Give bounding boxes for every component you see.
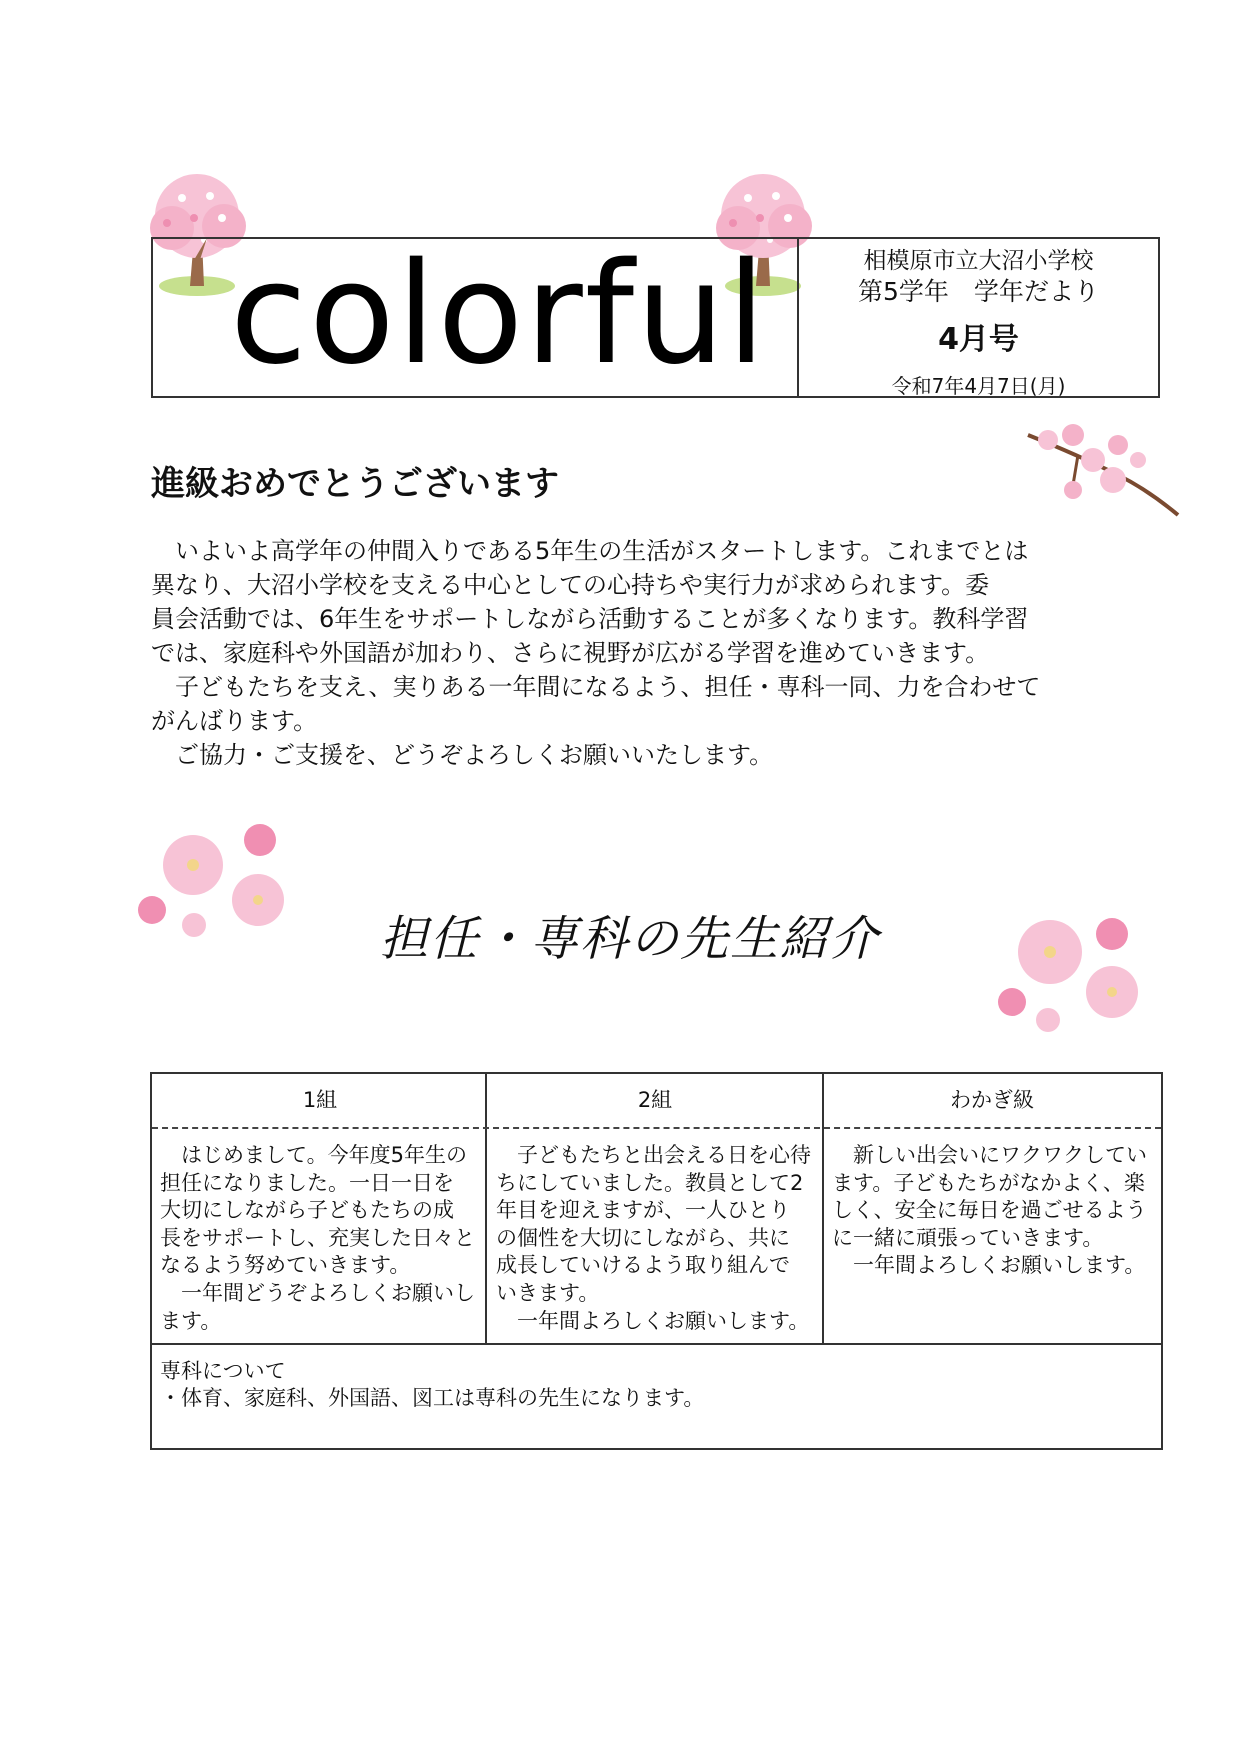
message-line: 子どもたちと出会える日を心待 (496, 1143, 811, 1167)
school-name: 相模原市立大沼小学校 (863, 248, 1094, 274)
newsletter-title: colorful (230, 233, 768, 396)
greeting-line: では、家庭科や外国語が加わり、さらに視野が広がる学習を進めていきます。 (151, 639, 990, 667)
message-line: 新しい出会いにワクワクしてい (832, 1143, 1147, 1167)
greeting-line: いよいよ高学年の仲間入りである5年生の生活がスタートします。これまでとは (151, 537, 1029, 565)
greeting-heading: 進級おめでとうございます (151, 464, 559, 504)
subject-teacher-body: ・体育、家庭科、外国語、図工は専科の先生になります。 (160, 1386, 705, 1410)
wakagi-message (832, 1142, 1152, 1280)
message-line: 一年間よろしくお願いします。 (832, 1253, 1146, 1278)
message-line: なるよう努めていきます。 (160, 1253, 411, 1278)
message-line: はじめまして。今年度5年生の (160, 1143, 467, 1167)
message-line: 一年間よろしくお願いします。 (496, 1308, 810, 1333)
greeting-line: 子どもたちを支え、実りある一年間になるよう、担任・専科一同、力を合わせて (151, 673, 1041, 701)
message-line: ます。子どもたちがなかよく、楽 (832, 1170, 1145, 1195)
greeting-line: ご協力・ご支援を、どうぞよろしくお願いいたします。 (151, 741, 774, 769)
class2-message (496, 1142, 816, 1335)
message-line: ます。 (160, 1308, 222, 1333)
header-separator (152, 1127, 1161, 1129)
greeting-body (151, 534, 1091, 772)
greeting-line: 員会活動では、6年生をサポートしながら活動することが多くなります。教科学習 (151, 605, 1029, 633)
subject-teacher-title: 専科について (160, 1359, 286, 1383)
greeting-line: がんばります。 (151, 707, 318, 735)
message-line: の個性を大切にしながら、共に (496, 1225, 790, 1250)
message-line: 成長していけるよう取り組んで (496, 1253, 790, 1278)
grade-line: 第5学年 学年だより (858, 277, 1099, 306)
greeting-line: 異なり、大沼小学校を支える中心としての心持ちや実行力が求められます。委 (151, 571, 990, 599)
message-line: 大切にしながら子どもたちの成 (160, 1198, 454, 1223)
message-line: 年目を迎えますが、一人ひとり (496, 1198, 790, 1223)
message-line: 一年間どうぞよろしくお願いし (160, 1280, 475, 1305)
message-line: いきます。 (496, 1280, 600, 1305)
cherry-branch-icon (1018, 415, 1178, 525)
sakura-flower-icon-group-right (990, 912, 1140, 1042)
teachers-heading: 担任・専科の先生紹介 (380, 911, 881, 967)
sakura-flower-icon-group-left (138, 820, 298, 950)
issue-date: 令和7年4月7日(月) (891, 374, 1066, 398)
row-separator (150, 1343, 1163, 1345)
column-header-class1: 1組 (302, 1088, 338, 1112)
class1-message (160, 1142, 480, 1335)
issue-label: 4月号 (938, 322, 1019, 357)
message-line: しく、安全に毎日を過ごせるよう (832, 1198, 1147, 1223)
message-line: ちにしていました。教員として2 (496, 1170, 804, 1195)
message-line: に一緒に頑張っていきます。 (832, 1225, 1104, 1250)
column-header-wakagi: わかぎ級 (950, 1088, 1034, 1112)
message-line: 長をサポートし、充実した日々と (160, 1225, 475, 1250)
message-line: 担任になりました。一日一日を (160, 1170, 454, 1195)
column-header-class2: 2組 (637, 1088, 673, 1112)
